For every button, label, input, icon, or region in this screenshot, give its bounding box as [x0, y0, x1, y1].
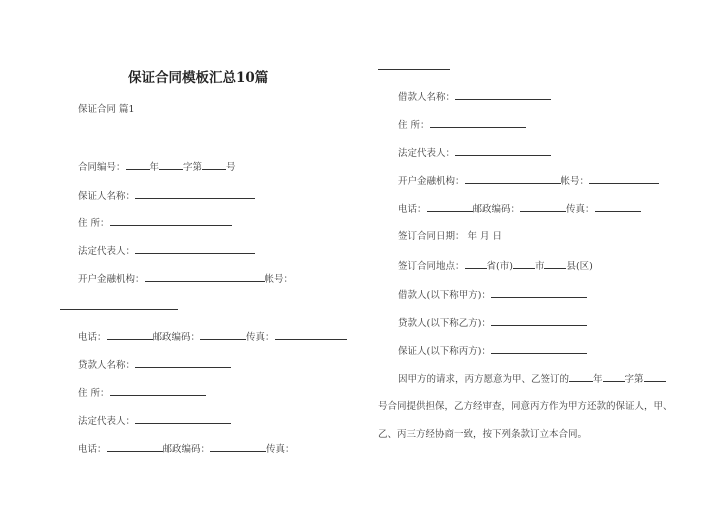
legal-rep-label-right: 法定代表人：: [398, 148, 456, 159]
borrower-name-label: 借款人名称：: [398, 92, 456, 103]
blank-field: [491, 344, 587, 354]
blank-field: [159, 160, 183, 170]
subtitle: 保证合同 篇1: [78, 104, 135, 115]
phone-line2: [78, 442, 295, 456]
postcode2-label: 邮政编码：: [162, 444, 211, 455]
party-a-label: 借款人(以下称甲方)：: [398, 290, 491, 301]
sign-place-label: 签订合同地点：: [398, 261, 465, 272]
word-label-right: 字第: [624, 374, 644, 385]
blank-field: [455, 146, 551, 156]
blank-field: [202, 160, 226, 170]
sign-place-line: [398, 259, 593, 273]
province-label: 省(市): [486, 261, 513, 272]
party-c-label: 保证人(以下称丙方)：: [398, 346, 491, 357]
blank-field: [465, 259, 487, 269]
phone-label: 电话：: [78, 332, 107, 343]
word-label: 字第: [183, 162, 203, 173]
blank-field: [427, 202, 473, 212]
lender-name-label: 贷款人名称：: [78, 360, 136, 371]
account-label-right: 帐号：: [560, 176, 590, 187]
blank-field: [513, 259, 535, 269]
blank-field: [126, 160, 150, 170]
blank-field: [491, 288, 587, 298]
document-title: 保证合同模板汇总10篇: [128, 70, 269, 86]
blank-field: [135, 414, 231, 424]
legal-rep2-line: [78, 414, 231, 428]
blank-field: [455, 90, 551, 100]
bank-label: 开户金融机构：: [78, 274, 145, 285]
blank-field: [145, 272, 265, 282]
blank-field: [569, 372, 593, 382]
postcode-label-right: 邮政编码：: [472, 204, 521, 215]
address-label-right: 住 所：: [398, 120, 430, 131]
blank-field: [210, 442, 266, 452]
fax-label-right: 传真：: [566, 204, 595, 215]
party-c-line: [398, 344, 587, 358]
blank-field: [520, 202, 566, 212]
postcode-label: 邮政编码：: [152, 332, 201, 343]
contract-number-line: [78, 160, 236, 174]
blank-field: [589, 174, 659, 184]
blank-field: [110, 216, 232, 226]
legal-rep-line-right: [398, 146, 551, 160]
bank-line-right: [398, 174, 659, 188]
lender-name-line: [78, 358, 231, 372]
account-blank-continuation: [60, 309, 178, 310]
blank-field: [430, 118, 526, 128]
account-label: 帐号：: [264, 274, 294, 285]
address-line-right: [398, 118, 526, 132]
blank-field: [107, 442, 163, 452]
contract-number-label: 合同编号：: [78, 162, 126, 173]
fax-blank-continuation: [378, 69, 450, 70]
phone-label-right: 电话：: [398, 204, 427, 215]
phone-line: [78, 330, 347, 344]
paragraph-line-3: 乙、丙三方经协商一致，按下列条款订立本合同。: [378, 429, 588, 440]
party-a-line: [398, 288, 587, 302]
bank-line: [78, 272, 293, 286]
phone-line-right: [398, 202, 641, 216]
party-b-label: 贷款人(以下称乙方)：: [398, 318, 491, 329]
borrower-name-line: [398, 90, 551, 104]
city-label: 市: [534, 261, 545, 272]
legal-rep-label: 法定代表人：: [78, 246, 136, 257]
blank-field: [200, 330, 246, 340]
blank-field: [465, 174, 561, 184]
blank-field: [107, 330, 153, 340]
blank-field: [275, 330, 347, 340]
address2-line: [78, 386, 206, 400]
bank-label-right: 开户金融机构：: [398, 176, 465, 187]
county-label: 县(区): [566, 261, 593, 272]
sign-date-line: 签订合同日期： 年 月 日: [398, 231, 503, 242]
blank-field: [603, 372, 625, 382]
blank-field: [110, 386, 206, 396]
year-label: 年: [149, 162, 160, 173]
blank-field: [544, 259, 566, 269]
year-label-right: 年: [593, 374, 603, 385]
party-b-line: [398, 316, 587, 330]
address2-label: 住 所：: [78, 388, 110, 399]
blank-field: [491, 316, 587, 326]
fax-label: 传真：: [246, 332, 275, 343]
address-line: [78, 216, 232, 230]
blank-field: [595, 202, 641, 212]
phone2-label: 电话：: [78, 444, 107, 455]
paragraph-line-1: [398, 372, 666, 386]
legal-rep-line: [78, 244, 255, 258]
fax2-label: 传真：: [266, 444, 295, 455]
blank-field: [135, 244, 255, 254]
blank-field: [135, 189, 255, 199]
number-label: 号: [226, 162, 236, 173]
guarantor-name-line: [78, 189, 255, 203]
blank-field: [135, 358, 231, 368]
paragraph-text: 因甲方的请求，丙方愿意为甲、乙签订的: [398, 374, 570, 385]
paragraph-line-2: 号合同提供担保，乙方经审查，同意丙方作为甲方还款的保证人，甲、: [378, 401, 673, 412]
address-label: 住 所：: [78, 218, 110, 229]
legal-rep2-label: 法定代表人：: [78, 416, 136, 427]
guarantor-name-label: 保证人名称：: [78, 191, 136, 202]
blank-field: [644, 372, 666, 382]
